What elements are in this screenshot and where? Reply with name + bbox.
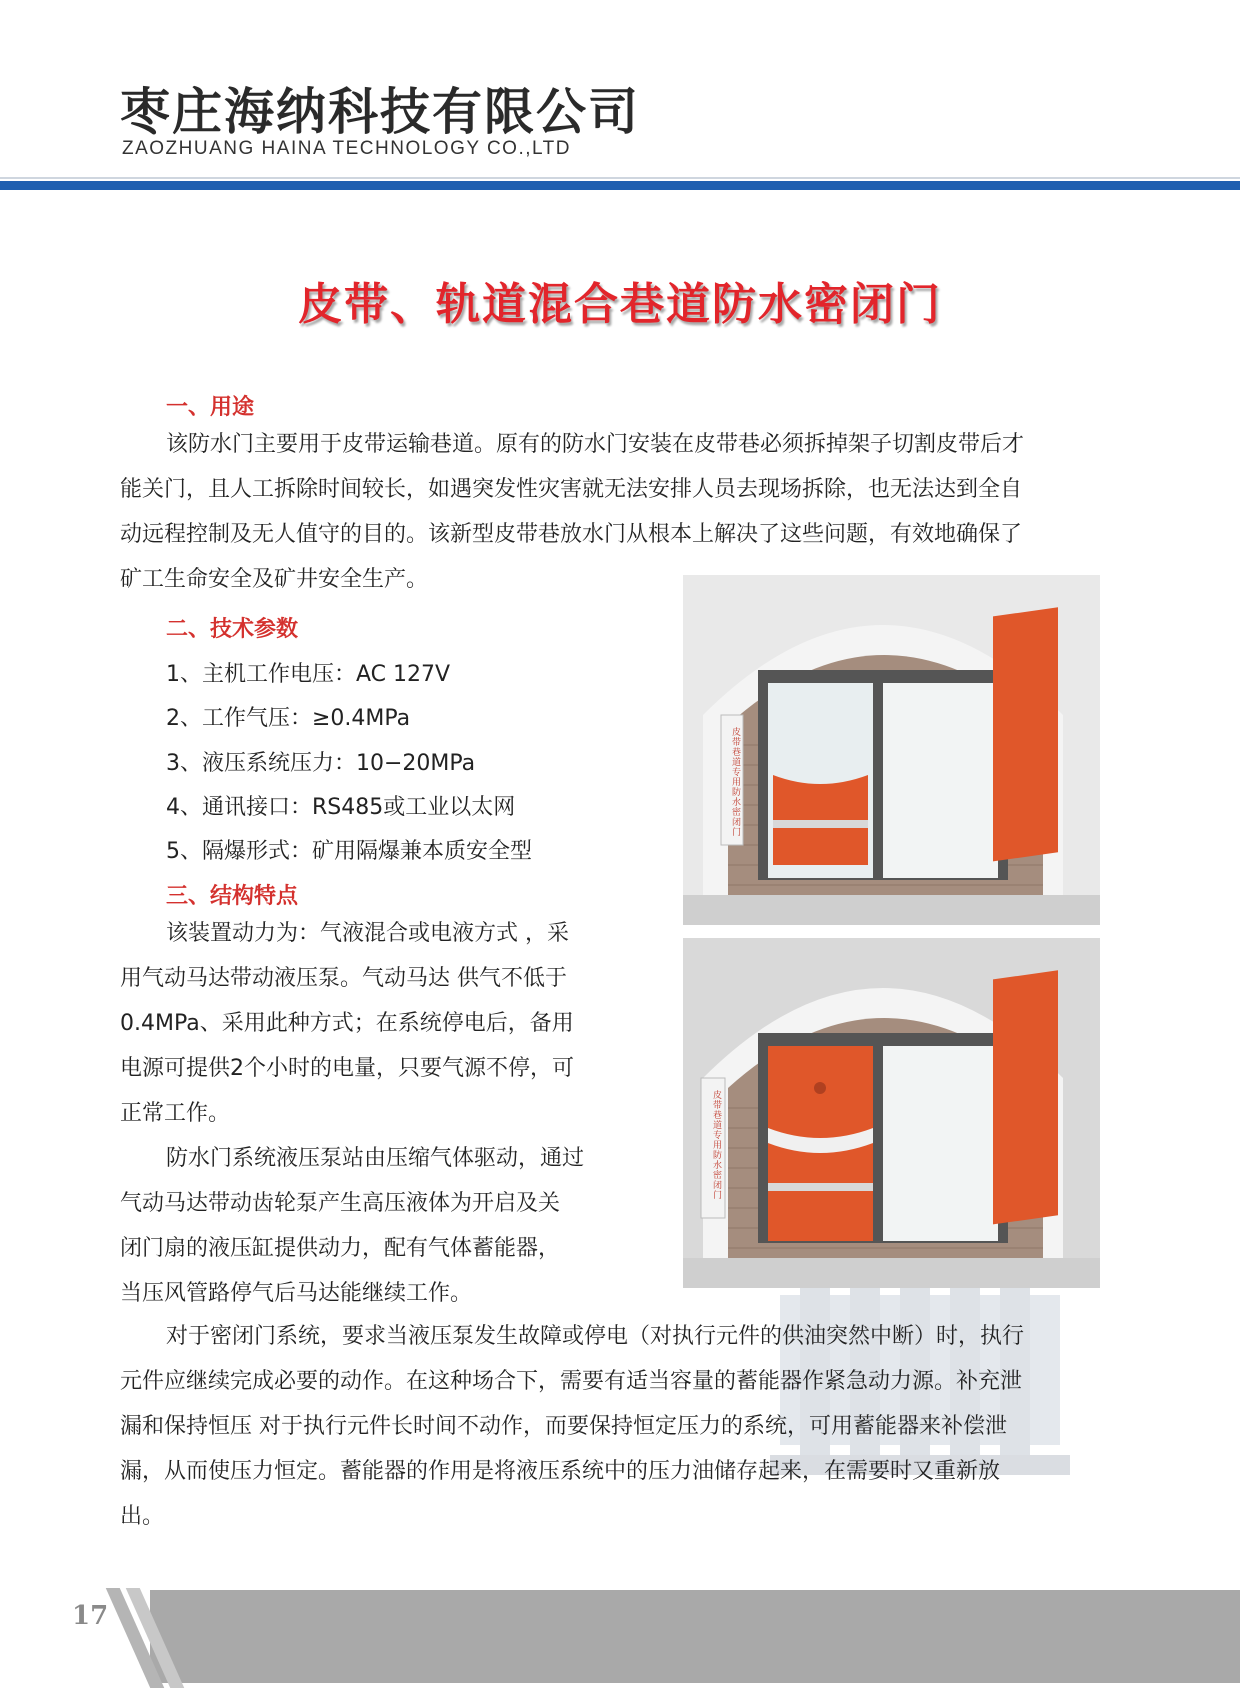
usage-line-1: 该防水门主要用于皮带运输巷道。原有的防水门安装在皮带巷必须拆掉架子切割皮带后才 [166, 432, 1025, 457]
usage-line-2: 能关门，且人工拆除时间较长，如遇突发性灾害就无法安排人员去现场拆除，也无法达到全自 [120, 477, 1023, 502]
structure-p3-line-5: 出。 [120, 1504, 165, 1529]
structure-p3-line-3: 漏和保持恒压 对于执行元件长时间不动作，而要保持恒定压力的系统，可用蓄能器来补偿泄 [120, 1414, 1007, 1439]
structure-p3-line-2: 元件应继续完成必要的动作。在这种场合下，需要有适当容量的蓄能器作紧急动力源。补充泄 [120, 1369, 1023, 1394]
page-number: 17 [72, 1601, 109, 1631]
structure-p2-line-1: 防水门系统液压泵站由压缩气体驱动，通过 [166, 1146, 585, 1171]
structure-p1-line-5: 正常工作。 [120, 1101, 231, 1126]
section-heading-params: 二、技术参数 [166, 617, 299, 642]
photo-1-sign: 皮带巷道专用防水密闭门 [732, 728, 742, 838]
company-name-cn: 枣庄海纳科技有限公司 [120, 83, 640, 141]
param-item-1: 1、主机工作电压：AC 127V [166, 662, 451, 687]
structure-p2-line-3: 闭门扇的液压缸提供动力，配有气体蓄能器， [120, 1236, 561, 1261]
structure-p1-line-2: 用气动马达带动液压泵。气动马达 供气不低于 [120, 966, 567, 991]
company-name-en: ZAOZHUANG HAINA TECHNOLOGY CO.,LTD [122, 138, 572, 159]
param-item-3: 3、液压系统压力：10−20MPa [166, 751, 476, 776]
structure-p1-line-4: 电源可提供2个小时的电量，只要气源不停，可 [120, 1056, 574, 1081]
param-item-2: 2、工作气压：≥0.4MPa [166, 706, 411, 731]
structure-p1-line-3: 0.4MPa、采用此种方式；在系统停电后，备用 [120, 1011, 574, 1036]
section-heading-structure: 三、结构特点 [166, 884, 299, 909]
page-header [0, 0, 1240, 196]
structure-p2-line-4: 当压风管路停气后马达能继续工作。 [120, 1281, 473, 1306]
photo-2-sign: 皮带巷道专用防水密闭门 [713, 1091, 723, 1201]
door-photo-2 [683, 938, 1100, 1288]
page-title: 皮带、轨道混合巷道防水密闭门 [298, 279, 942, 330]
section-heading-usage: 一、用途 [166, 395, 255, 420]
header-rule-blue [0, 181, 1240, 190]
structure-p3-line-4: 漏，从而使压力恒定。蓄能器的作用是将液压系统中的压力油储存起来，在需要时又重新放 [120, 1459, 1001, 1484]
structure-p1-line-1: 该装置动力为：气液混合或电液方式 ，采 [166, 921, 569, 946]
param-item-5: 5、隔爆形式：矿用隔爆兼本质安全型 [166, 839, 532, 864]
footer-bar [150, 1590, 1240, 1683]
door-photo-1 [683, 575, 1100, 925]
usage-line-3: 动远程控制及无人值守的目的。该新型皮带巷放水门从根本上解决了这些问题，有效地确保了 [120, 522, 1023, 547]
structure-p3-line-1: 对于密闭门系统，要求当液压泵发生故障或停电（对执行元件的供油突然中断）时，执行 [166, 1324, 1025, 1349]
param-item-4: 4、通讯接口：RS485或工业以太网 [166, 795, 516, 820]
header-rule-thin [0, 177, 1240, 179]
usage-line-4: 矿工生命安全及矿井安全生产。 [120, 567, 429, 592]
structure-p2-line-2: 气动马达带动齿轮泵产生高压液体为开启及关 [120, 1191, 561, 1216]
